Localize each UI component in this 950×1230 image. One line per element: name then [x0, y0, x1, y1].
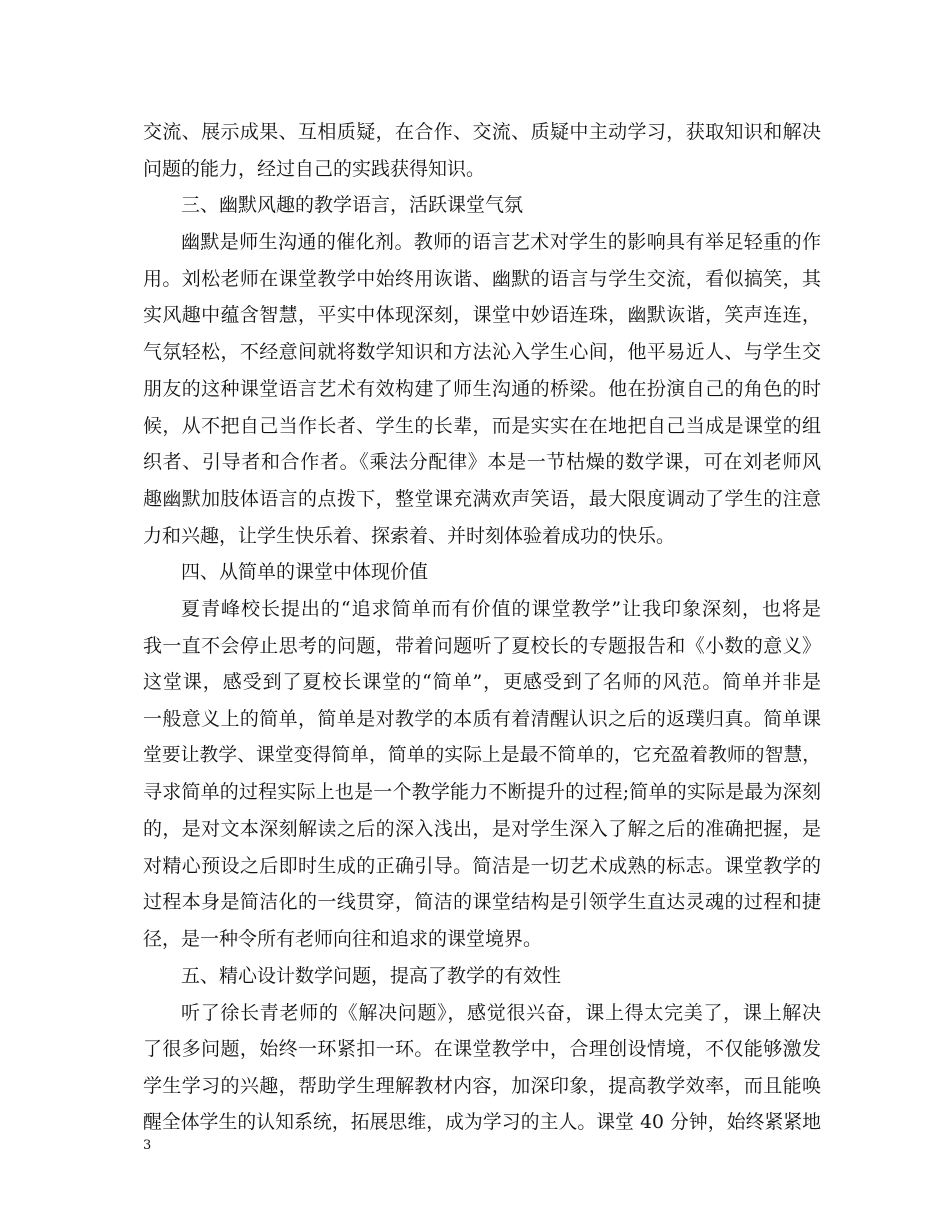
paragraph-line: 堂要让教学、课堂变得简单，简单的实际上是最不简单的，它充盈着教师的智慧，	[143, 744, 821, 766]
paragraph-line: 问题的能力，经过自己的实践获得知识。	[143, 157, 486, 180]
paragraph-line-indented: 幽默是师生沟通的催化剂。教师的语言艺术对学生的影响具有举足轻重的作	[181, 231, 821, 254]
paragraph-line: 织者、引导者和合作者。《乘法分配律》本是一节枯燥的数学课，可在刘老师风	[143, 451, 821, 474]
paragraph-line: 实风趣中蕴含智慧，平实中体现深刻，课堂中妙语连珠，幽默诙谐，笑声连连，	[143, 304, 821, 327]
paragraph-line: 了很多问题，始终一环紧扣一环。在课堂教学中，合理创设情境，不仅能够激发	[143, 1038, 821, 1061]
paragraph-line: 气氛轻松，不经意间就将数学知识和方法沁入学生心间，他平易近人、与学生交	[143, 341, 821, 364]
paragraph-line: 醒全体学生的认知系统，拓展思维，成为学习的主人。课堂 40 分钟，始终紧紧地	[143, 1111, 821, 1133]
paragraph-line: 径，是一种令所有老师向往和追求的课堂境界。	[143, 928, 543, 951]
paragraph-line: 这堂课，感受到了夏校长课堂的“简单”，更感受到了名师的风范。简单并非是	[143, 671, 821, 694]
paragraph-line: 用。刘松老师在课堂教学中始终用诙谐、幽默的语言与学生交流，看似搞笑，其	[143, 267, 821, 290]
paragraph-line: 一般意义上的简单，简单是对教学的本质有着清醒认识之后的返璞归真。简单课	[143, 708, 821, 730]
paragraph-line: 寻求简单的过程实际上也是一个教学能力不断提升的过程;简单的实际是最为深刻	[143, 781, 821, 804]
paragraph-line-indented: 五、精心设计数学问题，提高了教学的有效性	[181, 964, 562, 987]
paragraph-line: 朋友的这种课堂语言艺术有效构建了师生沟通的桥梁。他在扮演自己的角色的时	[143, 377, 821, 400]
document-body	[143, 114, 821, 1141]
paragraph-line: 我一直不会停止思考的问题，带着问题听了夏校长的专题报告和《小数的意义》	[143, 634, 821, 657]
paragraph-line: 对精心预设之后即时生成的正确引导。简洁是一切艺术成熟的标志。课堂教学的	[143, 854, 821, 877]
paragraph-line-indented: 听了徐长青老师的《解决问题》，感觉很兴奋，课上得太完美了，课上解决	[181, 1001, 821, 1024]
paragraph-line-indented: 四、从简单的课堂中体现价值	[181, 561, 429, 584]
paragraph-line-indented: 夏青峰校长提出的“追求简单而有价值的课堂教学”让我印象深刻，也将是	[181, 597, 821, 620]
paragraph-line: 的，是对文本深刻解读之后的深入浅出，是对学生深入了解之后的准确把握，是	[143, 818, 821, 841]
paragraph-line: 候，从不把自己当作长者、学生的长辈，而是实实在在地把自己当成是课堂的组	[143, 414, 821, 437]
paragraph-line-indented: 三、幽默风趣的教学语言，活跃课堂气氛	[181, 194, 524, 217]
paragraph-line: 交流、展示成果、互相质疑，在合作、交流、质疑中主动学习，获取知识和解决	[143, 121, 821, 143]
paragraph-line: 趣幽默加肢体语言的点拨下，整堂课充满欢声笑语，最大限度调动了学生的注意	[143, 487, 821, 510]
paragraph-line: 力和兴趣，让学生快乐着、探索着、并时刻体验着成功的快乐。	[143, 524, 676, 547]
paragraph-line: 学生学习的兴趣，帮助学生理解教材内容，加深印象，提高教学效率，而且能唤	[143, 1074, 821, 1097]
paragraph-line: 过程本身是简洁化的一线贯穿，简洁的课堂结构是引领学生直达灵魂的过程和捷	[143, 891, 821, 914]
page-number: 3	[143, 1138, 152, 1153]
